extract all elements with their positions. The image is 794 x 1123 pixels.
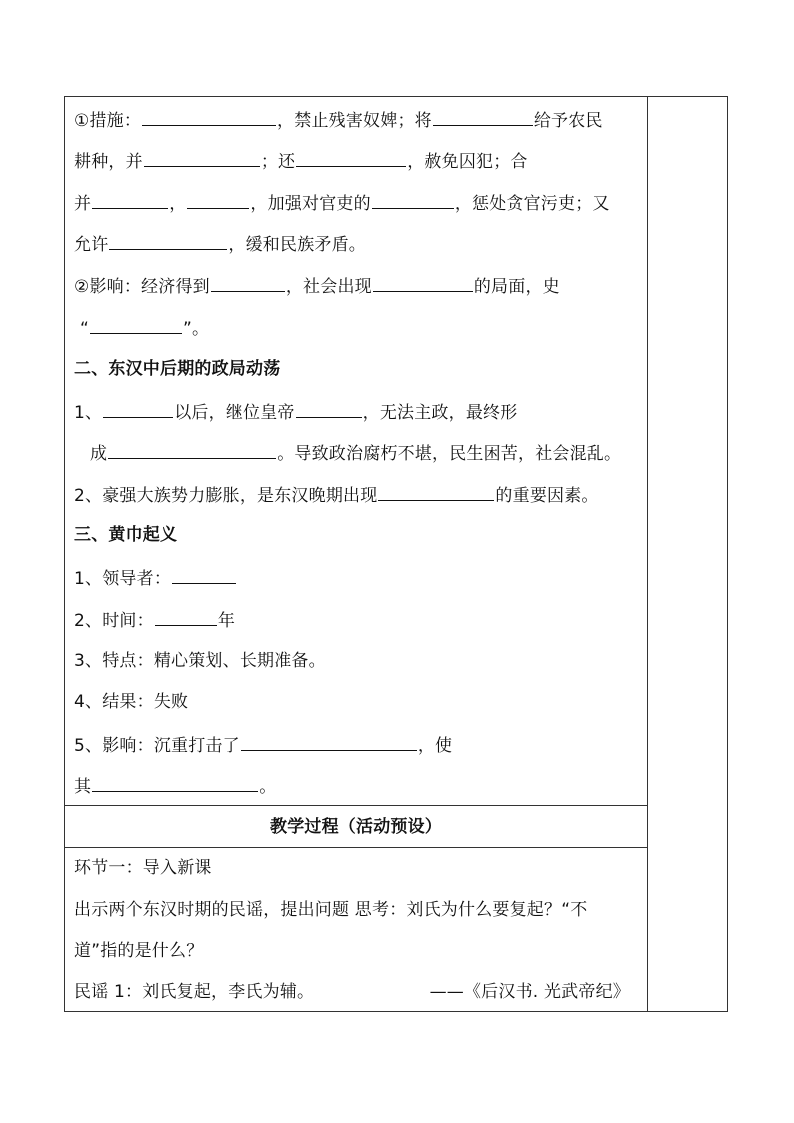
text: ；还 [260, 152, 296, 172]
content-table [64, 96, 728, 1012]
text: 允许 [74, 235, 109, 255]
text: ”。 [183, 319, 210, 339]
section-3-title: 三、黄巾起义 [74, 525, 178, 545]
blank[interactable] [211, 273, 285, 292]
section-3-item-4: 4、结果：失败 [74, 692, 189, 712]
text: ①措施： [74, 111, 142, 131]
text: 耕种，并 [74, 152, 143, 172]
process-step-1: 环节一：导入新课 [74, 858, 212, 878]
column-divider [647, 97, 648, 1011]
text: ，惩处贪官污吏；又 [454, 194, 610, 214]
text: ，禁止残害奴婢；将 [277, 111, 432, 131]
text: ，缓和民族矛盾。 [228, 235, 367, 255]
blank[interactable] [372, 190, 454, 209]
blank[interactable] [433, 107, 533, 126]
text: ，使 [417, 736, 453, 756]
text: ，社会出现 [285, 277, 372, 297]
influence-line-2 [80, 315, 209, 339]
text: ， [169, 194, 187, 214]
row-divider [65, 847, 647, 848]
blank[interactable] [373, 273, 473, 292]
text: 的局面，史 [473, 277, 560, 297]
blank[interactable] [142, 107, 276, 126]
blank[interactable] [103, 399, 173, 418]
text: 并 [74, 194, 92, 214]
section-2-item-1 [74, 399, 517, 423]
blank[interactable] [172, 565, 236, 584]
blank[interactable] [187, 190, 249, 209]
blank[interactable] [92, 190, 168, 209]
text: ，赦免囚犯；合 [407, 152, 528, 172]
blank[interactable] [108, 440, 276, 459]
blank[interactable] [296, 399, 362, 418]
text: 其 [74, 777, 92, 797]
text: 。导致政治腐朽不堪，民生困苦，社会混乱。 [277, 444, 622, 464]
blank[interactable] [155, 607, 217, 626]
ballad-text: 民谣 1：刘氏复起，李氏为辅。 [74, 982, 315, 1002]
text: 成 [90, 444, 108, 464]
text: ②影响：经济得到 [74, 277, 210, 297]
blank[interactable] [92, 773, 258, 792]
text: 1、领导者： [74, 569, 172, 589]
text: 2、豪强大族势力膨胀，是东汉晚期出现 [74, 486, 378, 506]
text: ，加强对官吏的 [250, 194, 371, 214]
measures-line-1 [74, 107, 603, 131]
measures-line-3 [74, 190, 610, 214]
section-3-item-1 [74, 565, 237, 589]
blank[interactable] [144, 148, 260, 167]
measures-line-4 [74, 231, 366, 255]
text: “ [80, 319, 90, 339]
text: 年 [217, 611, 236, 631]
blank[interactable] [90, 315, 182, 334]
process-paragraph-1: 出示两个东汉时期的民谣，提出问题 思考：刘氏为什么要复起？“不 [74, 900, 588, 920]
section-3-item-2 [74, 607, 235, 631]
text: 的重要因素。 [495, 486, 599, 506]
influence-line-1 [74, 273, 560, 297]
text: 。 [259, 777, 277, 797]
text: 给予农民 [533, 111, 603, 131]
process-header: 教学过程（活动预设） [270, 817, 442, 837]
row-divider [65, 805, 647, 806]
process-paragraph-2: 道”指的是什么？ [74, 941, 204, 961]
measures-line-2 [74, 148, 528, 172]
text: 1、 [74, 403, 103, 423]
section-3-item-5-cont [74, 773, 276, 797]
ballad-line-1 [74, 980, 638, 1004]
text: 2、时间： [74, 611, 154, 631]
text: 以后，继位皇帝 [174, 403, 295, 423]
blank[interactable] [296, 148, 406, 167]
section-2-item-1-cont [90, 440, 621, 464]
ballad-source: ——《后汉书. 光武帝纪》 [429, 982, 630, 1002]
section-3-item-3: 3、特点：精心策划、长期准备。 [74, 651, 326, 671]
blank[interactable] [241, 732, 417, 751]
section-3-item-5 [74, 732, 452, 756]
blank[interactable] [109, 231, 227, 250]
blank[interactable] [378, 482, 494, 501]
text: ，无法主政，最终形 [362, 403, 518, 423]
section-2-item-2 [74, 482, 599, 506]
section-2-title: 二、东汉中后期的政局动荡 [74, 359, 281, 379]
text: 5、影响：沉重打击了 [74, 736, 240, 756]
